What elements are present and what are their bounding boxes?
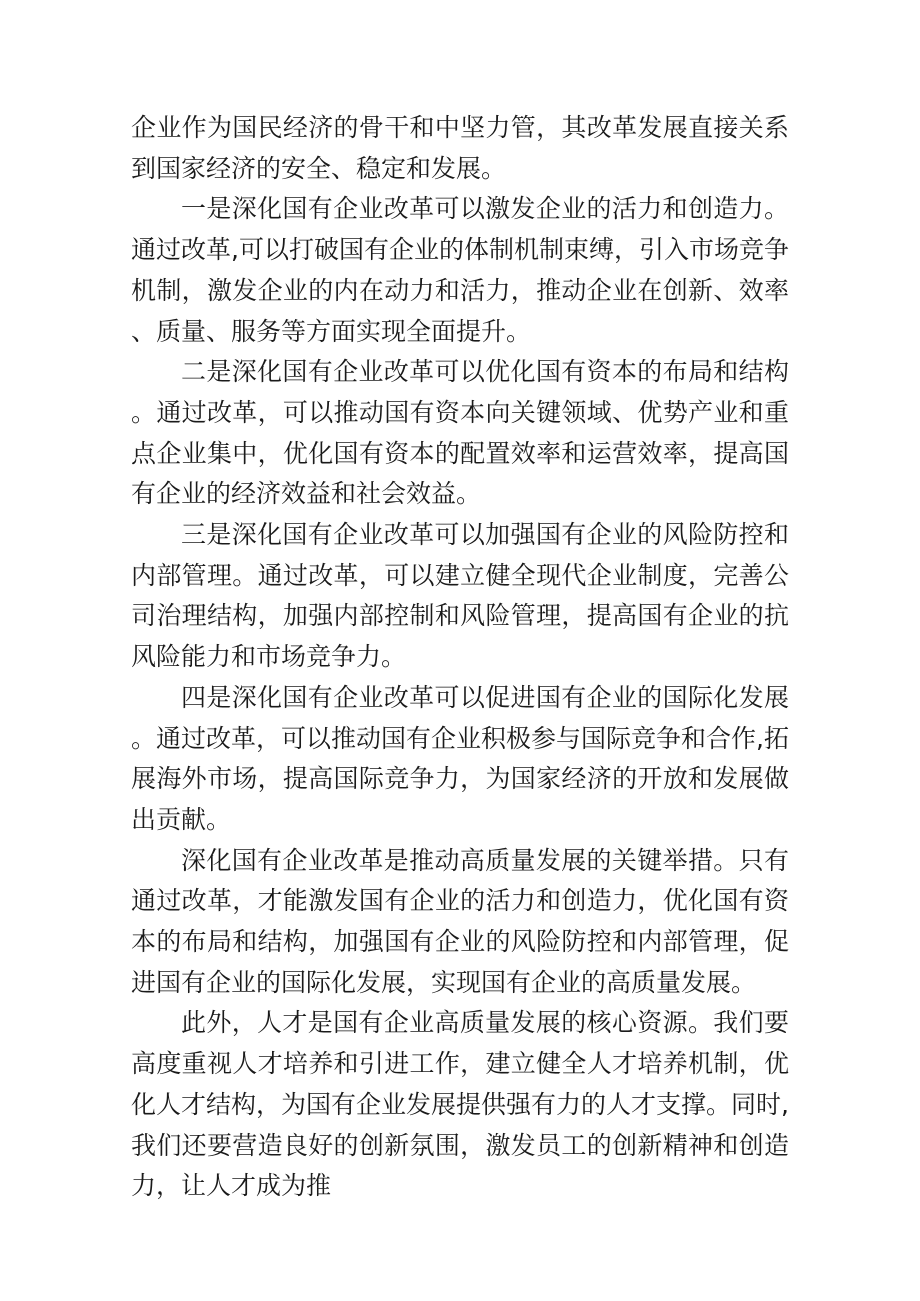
paragraph-intro-continuation: 企业作为国民经济的骨干和中坚力管，其改革发展直接关系到国家经济的安全、稳定和发展。 xyxy=(131,113,789,183)
document-page xyxy=(131,108,789,1207)
paragraph-point-two: 二是深化国有企业改革可以优化国有资本的布局和结构。通过改革，可以推动国有资本向关键领域、优势产业和重点企业集中，优化国有资本的配置效率和运营效率，提高国有企业的经济效益和社会效益。 xyxy=(131,357,789,509)
paragraph-talent: 此外，人才是国有企业高质量发展的核心资源。我们要高度重视人才培养和引进工作，建立健全人才培养机制，优化人才结构，为国有企业发展提供强有力的人才支撑。同时,我们还要营造良好的创新氛围，激发员工的创新精神和创造力，让人才成为推 xyxy=(131,1008,789,1201)
paragraph-point-one: 一是深化国有企业改革可以激发企业的活力和创造力。通过改革,可以打破国有企业的体制机制束缚，引入市场竞争机制，激发企业的内在动力和活力，推动企业在创新、效率、质量、服务等方面实现全面提升。 xyxy=(131,194,789,346)
paragraph-point-three: 三是深化国有企业改革可以加强国有企业的风险防控和内部管理。通过改革，可以建立健全现代企业制度，完善公司治理结构，加强内部控制和风险管理，提高国有企业的抗风险能力和市场竞争力。 xyxy=(131,520,789,672)
paragraph-summary: 深化国有企业改革是推动高质量发展的关键举措。只有通过改革，才能激发国有企业的活力和创造力，优化国有资本的布局和结构，加强国有企业的风险防控和内部管理，促进国有企业的国际化发展，实现国有企业的高质量发展。 xyxy=(131,845,789,997)
paragraph-point-four: 四是深化国有企业改革可以促进国有企业的国际化发展。通过改革，可以推动国有企业积极参与国际竞争和合作,拓展海外市场，提高国际竞争力，为国家经济的开放和发展做出贡献。 xyxy=(131,682,789,834)
